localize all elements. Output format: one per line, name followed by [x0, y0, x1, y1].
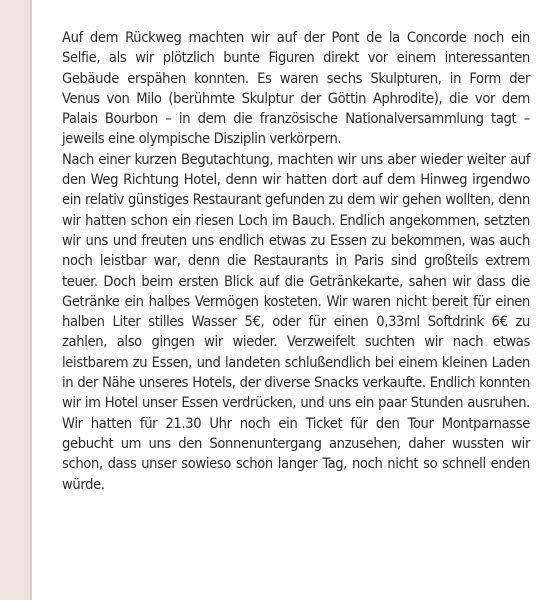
- paragraph: Nach einer kurzen Begutachtung, machten wir uns aber wieder weiter auf den Weg Richtung Hotel, denn wir hatten dort auf dem Hinweg irgendwo ein relativ günstiges Restaurant gefunden zu dem wir gehen wollten, denn wir hatten schon ein riesen Loch im Bauch. Endlich angekommen, setzten wir uns und freuten uns endlich etwas zu Essen zu bekommen, was auch noch leistbar war, denn die Restaurants in Paris sind großteils extrem teuer. Doch beim ersten Blick auf die Getränkekarte, sahen wir dass die Getränke ein halbes Vermögen kosteten. Wir waren nicht bereit für einen halben Liter stilles Wasser 5€, oder für einen 0,33ml Softdrink 6€ zu zahlen, also gingen wir wieder. Verzweifelt suchten wir nach etwas leistbarem zu Essen, und landeten schlußendlich bei einem kleinen Laden in der Nähe unseres Hotels, der diverse Snacks verkaufte. Endlich konnten wir im Hotel unser Essen verdrücken, und uns ein paar Stunden ausruhen. Wir hatten für 21.30 Uhr noch ein Ticket für den Tour Montparnasse gebucht um uns den Sonnenuntergang anzusehen, daher wussten wir schon, dass unser sowieso schon langer Tag, noch nicht so schnell enden würde.: [62, 150, 530, 493]
- paragraph: Auf dem Rückweg machten wir auf der Pont de la Concorde noch ein Selfie, als wir plötzlich bunte Figuren direkt vor einem interessanten Gebäude erspähen konnten. Es waren sechs Skulpturen, in Form der Venus von Milo (berühmte Skulptur der Göttin Aphrodite), die vor dem Palais Bourbon – in dem die französische Nationalversammlung tagt – jeweils eine olympische Disziplin verkörpern.: [62, 29, 530, 148]
- article-body: [62, 28, 530, 495]
- page: [30, 0, 552, 600]
